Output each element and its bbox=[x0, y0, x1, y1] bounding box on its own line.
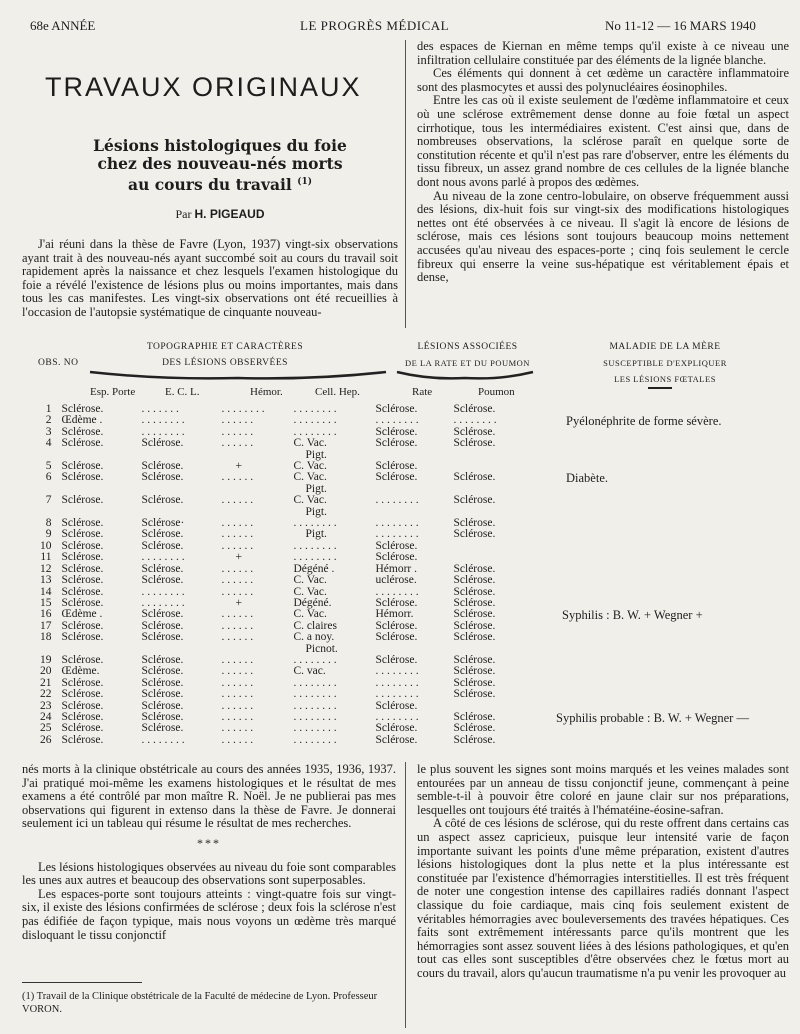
table-cell: Sclérose. bbox=[453, 403, 496, 415]
table-cell: . . . . . . . . bbox=[141, 551, 185, 564]
obs-number: 23 bbox=[40, 699, 52, 712]
table-cell: . . . . . . bbox=[221, 710, 254, 723]
obs-number: 1 bbox=[45, 403, 52, 415]
table-row bbox=[40, 404, 524, 415]
col-header-ecl: E. C. L. bbox=[165, 386, 200, 398]
table-group3-line2: SUSCEPTIBLE D'EXPLIQUER bbox=[603, 358, 727, 368]
table-cell: Sclérose. bbox=[453, 585, 496, 598]
table-cell: . . . . . . . . bbox=[375, 585, 419, 598]
table-cell: C. a noy. bbox=[293, 631, 335, 644]
table-row bbox=[40, 598, 524, 609]
obs-number: 14 bbox=[40, 585, 52, 598]
table-cell: . . . . . . bbox=[221, 608, 254, 621]
maladie-obs4: Pyélonéphrite de forme sévère. bbox=[566, 414, 722, 428]
table-cell: . . . . . . . . bbox=[293, 699, 337, 712]
paragraph: le plus souvent les signes sont moins marqués et les veines malades sont entourées par un anneau de tissu conjonctif jeune, commençant à peine semble-t-il à pouvoir être coloré en jaune clair sur nos préparations, lesquelles ont toujours été traités à l'hématéine-éosine-safran. bbox=[417, 762, 789, 817]
table-cell: Sclérose. bbox=[61, 585, 104, 598]
table-row bbox=[40, 655, 524, 666]
table-cell: . . . . . . . . bbox=[141, 585, 185, 598]
table-cell: Sclérose. bbox=[453, 665, 496, 678]
table-cell: Sclérose. bbox=[61, 528, 104, 541]
table-cell: . . . . . . . . bbox=[293, 414, 337, 427]
table-cell: Sclérose. bbox=[453, 722, 496, 735]
table-cell: uclérose. bbox=[375, 574, 417, 587]
table-cell: Sclérose. bbox=[61, 710, 104, 723]
obs-number: 11 bbox=[40, 551, 52, 564]
table-cell: Hémorr . bbox=[375, 562, 418, 575]
table-cell: Sclérose. bbox=[61, 699, 104, 712]
table-cell: . . . . . . bbox=[221, 631, 254, 644]
header-journal: LE PROGRÈS MÉDICAL bbox=[300, 18, 450, 33]
col-header-hemor: Hémor. bbox=[250, 386, 283, 398]
obs-number: 18 bbox=[40, 631, 52, 644]
table-group1-line2: DES LÉSIONS OBSERVÉES bbox=[162, 358, 288, 368]
table-cell: Sclérose. bbox=[453, 425, 496, 438]
table-cell bbox=[454, 450, 524, 461]
table-group1-line1: TOPOGRAPHIE ET CARACTÈRES bbox=[146, 342, 304, 352]
table-cell: . . . . . . . . bbox=[141, 733, 185, 746]
table-cell: . . . . . . bbox=[221, 425, 254, 438]
table-cell: Sclérose. bbox=[141, 710, 184, 723]
table-row bbox=[40, 427, 524, 438]
table-cell: Sclérose. bbox=[61, 653, 104, 666]
table-cell: Sclérose. bbox=[61, 425, 104, 438]
brace-group2 bbox=[395, 370, 535, 382]
paragraph: nés morts à la clinique obstétricale au cours des années 1935, 1936, 1937. J'ai pratiqué moi-même les examens histologiques et le résultat de mes examens a été contrôlé par mon maître R. Noël. Je ne publierai pas mes observations qui figurent in extenso dans la thèse de Favre. Je donnerai seulement ici un tableau qui résume le résultat de mes recherches. bbox=[22, 762, 396, 831]
table-cell: Sclérose. bbox=[61, 437, 104, 450]
obs-number: 3 bbox=[45, 425, 52, 438]
table-cell: C. claires bbox=[293, 619, 337, 632]
table-cell: Sclérose. bbox=[141, 699, 184, 712]
paragraph: J'ai réuni dans la thèse de Favre (Lyon, 1937) vingt-six observations ayant trait à des nouveau-nés ayant succombé soit au cours du travail soit rapidement après la naissance et chez lesquels l'examen histologique du foie a révélé l'existence de lésions plus ou moins importantes, mais dans tous les cas manifestes. Les vingt-six observations ont été recueillies à l'occasion de l'autopsie systématique de cinquante nouveau- bbox=[22, 237, 398, 319]
table-group2-line2: DE LA RATE ET DU POUMON bbox=[405, 358, 530, 368]
paragraph: Les lésions histologiques observées au niveau du foie sont comparables les unes aux autres et beaucoup des observations sont superposables. bbox=[22, 859, 396, 888]
col-header-rate: Rate bbox=[412, 386, 433, 398]
dash-group3 bbox=[648, 387, 672, 389]
section-title: TRAVAUX ORIGINAUX bbox=[45, 72, 362, 102]
obs-number: 9 bbox=[45, 528, 52, 541]
col-header-cell-hep: Cell. Hep. bbox=[315, 386, 360, 398]
intro-left-text bbox=[22, 238, 398, 320]
obs-number: 24 bbox=[40, 710, 52, 723]
obs-number: 2 bbox=[45, 414, 52, 427]
obs-number: 16 bbox=[40, 608, 52, 621]
table-cell: C. Vac. bbox=[293, 471, 327, 484]
table-cell: . . . . . . bbox=[221, 562, 254, 575]
table-cell: . . . . . . bbox=[221, 676, 254, 689]
table-group2-line1: LÉSIONS ASSOCIÉES bbox=[417, 342, 518, 352]
table-cell: Œdème . bbox=[61, 414, 103, 427]
obs-number: 21 bbox=[40, 676, 52, 689]
table-cell: Sclérose. bbox=[453, 517, 496, 530]
table-cell: Sclérose. bbox=[375, 653, 418, 666]
table-cell: . . . . . . bbox=[221, 619, 254, 632]
obs-number: 15 bbox=[40, 596, 52, 609]
table-cell: . . . . . . . . bbox=[375, 517, 419, 530]
table-cell: Sclérose. bbox=[375, 471, 418, 484]
table-cell: . . . . . . . . bbox=[375, 494, 419, 507]
table-cell: C. Vac. bbox=[293, 574, 327, 587]
table-cell: Sclérose. bbox=[453, 471, 496, 484]
byline bbox=[60, 207, 380, 222]
footnote-rule bbox=[22, 982, 142, 983]
obs-number: 22 bbox=[40, 688, 52, 701]
table-cell: . . . . . . bbox=[221, 574, 254, 587]
table-cell: C. Vac. bbox=[293, 460, 327, 473]
table-cell: Sclérose. bbox=[141, 665, 184, 678]
table-row bbox=[40, 701, 524, 712]
table-cell: Sclérose. bbox=[375, 460, 418, 473]
table-cell: . . . . . . bbox=[221, 665, 254, 678]
table-cell: Sclérose. bbox=[61, 733, 104, 746]
header-issue: No 11-12 — 16 MARS 1940 bbox=[605, 18, 756, 33]
table-cell: Sclérose. bbox=[61, 403, 104, 415]
footnote-ref: (1) bbox=[297, 177, 312, 187]
table-cell: Sclérose. bbox=[61, 460, 104, 473]
table-row bbox=[40, 564, 524, 575]
table-cell: Sclérose. bbox=[141, 676, 184, 689]
table-cell: Pigt. bbox=[305, 528, 327, 541]
table-cell: Sclérose. bbox=[375, 619, 418, 632]
table-cell: Sclérose. bbox=[453, 608, 496, 621]
table-cell: C. vac. bbox=[293, 665, 326, 678]
table-obs-label: OBS. NO bbox=[38, 358, 79, 368]
obs-number: 13 bbox=[40, 574, 52, 587]
table-row bbox=[40, 689, 524, 700]
table-group3-line3: LES LÉSIONS FŒTALES bbox=[614, 374, 716, 384]
table-cell: Pigt. bbox=[305, 448, 327, 461]
table-cell: C. Vac. bbox=[293, 585, 327, 598]
table-cell: . . . . . . . . bbox=[293, 517, 337, 530]
table-cell: . . . . . . . . bbox=[141, 596, 185, 609]
table-cell: Dégéné . bbox=[293, 562, 335, 575]
table-cell: . . . . . . . . bbox=[375, 710, 419, 723]
paragraph: Au niveau de la zone centro-lobulaire, on observe fréquemment aussi des lésions, dix-huit fois sur vingt-six des modifications histologiques nettes ont été observées à ce niveau. Il s'agit là encore de lésions de sclérose, mais ces lésions sont toujours beaucoup moins nettement accusées qu'au niveau des espaces-porte ; cinq fois seulement le cercle fibreux qui enserre la veine sus-hépatique est véritablement épais et dense, bbox=[417, 188, 789, 285]
table-cell: Sclérose. bbox=[61, 471, 104, 484]
table-row bbox=[40, 644, 524, 655]
table-cell: Sclérose. bbox=[61, 688, 104, 701]
table-cell: . . . . . . . . bbox=[293, 425, 337, 438]
table-row bbox=[40, 621, 524, 632]
table-row bbox=[40, 552, 524, 563]
table-cell: Œdème . bbox=[61, 608, 103, 621]
table-cell: Sclérose. bbox=[61, 596, 104, 609]
table-row bbox=[40, 666, 524, 677]
table-cell: Sclérose. bbox=[453, 710, 496, 723]
obs-number: 8 bbox=[45, 517, 52, 530]
table-cell: Sclérose. bbox=[61, 539, 104, 552]
table-row bbox=[40, 495, 524, 506]
table-row bbox=[40, 712, 524, 723]
table-cell: Sclérose. bbox=[141, 722, 184, 735]
table-cell: Sclérose. bbox=[141, 437, 184, 450]
article-title bbox=[60, 137, 380, 194]
table-cell: + bbox=[235, 460, 242, 473]
table-row bbox=[40, 507, 524, 518]
table-cell: . . . . . . . . bbox=[221, 403, 265, 415]
table-cell: Sclérose. bbox=[453, 437, 496, 450]
table-row bbox=[40, 678, 524, 689]
table-row bbox=[40, 723, 524, 734]
table-cell: Sclérose. bbox=[141, 460, 184, 473]
paragraph: Ces éléments qui donnent à cet œdème un caractère inflammatoire sont des plasmocytes et aussi des polynucléaires éosinophiles. bbox=[417, 66, 789, 94]
table-cell: . . . . . . . . bbox=[293, 403, 337, 415]
table-cell: . . . . . . . . bbox=[293, 551, 337, 564]
table-cell: . . . . . . bbox=[221, 414, 254, 427]
table-row bbox=[40, 587, 524, 598]
table-cell bbox=[454, 552, 524, 563]
table-row bbox=[40, 415, 524, 426]
table-cell: C. Vac. bbox=[293, 494, 327, 507]
maladie-obs16: Syphilis : B. W. + Wegner + bbox=[562, 608, 703, 622]
table-cell: . . . . . . . . bbox=[141, 414, 185, 427]
table-cell: C. Vac. bbox=[293, 437, 327, 450]
table-cell: Sclérose. bbox=[375, 425, 418, 438]
col-header-poumon: Poumon bbox=[478, 386, 515, 398]
intro-right-text bbox=[417, 40, 789, 285]
table-cell: Sclérose. bbox=[375, 596, 418, 609]
maladie-obs6: Diabète. bbox=[566, 471, 608, 485]
table-cell: . . . . . . . . bbox=[293, 722, 337, 735]
table-cell: . . . . . . . . bbox=[375, 676, 419, 689]
column-rule-bottom bbox=[405, 762, 406, 1028]
table-cell: Dégéné. bbox=[293, 596, 332, 609]
obs-number: 6 bbox=[45, 471, 52, 484]
table-cell bbox=[454, 541, 524, 552]
obs-number: 7 bbox=[45, 494, 52, 507]
obs-number: 19 bbox=[40, 653, 52, 666]
table-cell: . . . . . . bbox=[221, 585, 254, 598]
table-row bbox=[40, 575, 524, 586]
table-cell: . . . . . . bbox=[221, 539, 254, 552]
obs-number: 4 bbox=[45, 437, 52, 450]
table-row bbox=[40, 518, 524, 529]
table-cell: Sclérose. bbox=[141, 494, 184, 507]
obs-number: 17 bbox=[40, 619, 52, 632]
section-separator: *** bbox=[197, 835, 221, 850]
table-cell: . . . . . . . . bbox=[293, 539, 337, 552]
byline-par: Par bbox=[175, 207, 192, 221]
paragraph: Les espaces-porte sont toujours atteints : vingt-quatre fois sur vingt-six, il existe des lésions confirmées de sclérose ; deux fois la sclérose n'est pas édifiée de façon typique, mais nous voyons un œdème très marqué disloquant le tissu conjonctif bbox=[22, 886, 396, 942]
table-cell: Sclérose. bbox=[375, 699, 418, 712]
table-cell: Sclérose. bbox=[453, 574, 496, 587]
table-cell: + bbox=[235, 551, 242, 564]
table-cell: Sclérose. bbox=[453, 688, 496, 701]
table-cell: . . . . . . bbox=[221, 517, 254, 530]
table-cell: . . . . . . . . bbox=[293, 653, 337, 666]
table-cell: + bbox=[235, 596, 242, 609]
lower-left-text bbox=[22, 763, 396, 942]
table-cell: Sclérose. bbox=[61, 722, 104, 735]
table-cell: Sclérose. bbox=[141, 608, 184, 621]
table-cell: Sclérose. bbox=[453, 494, 496, 507]
column-rule-top bbox=[405, 40, 406, 328]
table-row bbox=[40, 541, 524, 552]
table-cell: Sclérose. bbox=[453, 653, 496, 666]
obs-number: 20 bbox=[40, 665, 52, 678]
table-cell: Sclérose. bbox=[453, 631, 496, 644]
table-row bbox=[40, 609, 524, 620]
table-cell: . . . . . . . bbox=[141, 403, 179, 415]
table-cell: Sclérose· bbox=[141, 517, 185, 530]
table-cell: Sclérose. bbox=[375, 437, 418, 450]
table-cell: . . . . . . bbox=[221, 699, 254, 712]
table-cell: . . . . . . . . bbox=[293, 733, 337, 746]
table-cell: . . . . . . . . bbox=[375, 528, 419, 541]
table-cell: Sclérose. bbox=[141, 539, 184, 552]
table-cell: . . . . . . . . bbox=[293, 676, 337, 689]
table-cell: Œdème. bbox=[61, 665, 100, 678]
table-row bbox=[40, 450, 524, 461]
table-cell: Sclérose. bbox=[141, 653, 184, 666]
table-cell: Sclérose. bbox=[141, 562, 184, 575]
table-cell: . . . . . . . . bbox=[375, 414, 419, 427]
table-cell: . . . . . . . . bbox=[375, 688, 419, 701]
table-row bbox=[40, 461, 524, 472]
table-cell: Sclérose. bbox=[375, 733, 418, 746]
obs-number: 12 bbox=[40, 562, 52, 575]
article-title-line3: au cours du travail $^{(1)}$ bbox=[128, 175, 312, 195]
obs-number: 5 bbox=[45, 460, 52, 473]
table-cell: Sclérose. bbox=[375, 539, 418, 552]
table-cell: Picnot. bbox=[305, 642, 338, 655]
table-cell: . . . . . . bbox=[221, 722, 254, 735]
table-cell: Sclérose. bbox=[375, 631, 418, 644]
obs-number: 26 bbox=[40, 733, 52, 746]
obs-number: 25 bbox=[40, 722, 52, 735]
table-cell: Hémorr. bbox=[375, 608, 414, 621]
table-cell: Sclérose. bbox=[141, 631, 184, 644]
table-cell: . . . . . . bbox=[221, 688, 254, 701]
table-cell: . . . . . . . . bbox=[141, 425, 185, 438]
table-row bbox=[40, 438, 524, 449]
header-annee: 68e ANNÉE bbox=[30, 18, 96, 33]
table-cell: . . . . . . . . bbox=[453, 414, 497, 427]
lower-right-text bbox=[417, 763, 789, 981]
table-cell: Sclérose. bbox=[141, 688, 184, 701]
table-cell: Sclérose. bbox=[453, 676, 496, 689]
table-cell: Sclérose. bbox=[375, 551, 418, 564]
table-cell bbox=[222, 450, 294, 461]
table-cell: Sclérose. bbox=[61, 551, 104, 564]
table-row bbox=[40, 472, 524, 483]
table-cell: Sclérose. bbox=[61, 619, 104, 632]
table-group3-line1: MALADIE DE LA MÈRE bbox=[609, 342, 721, 352]
paragraph: Entre les cas où il existe seulement de l'œdème inflammatoire et ceux où une sclérose extrêmement dense donne au foie fœtal un aspect cirrhotique, tous les intermédiaires existent. C'est ainsi que, dans de nombreuses observations, la sclérose paraît en quelque sorte de constitution récente et qu'il n'est pas rare d'observer, entre les éléments du tissu fibreux, un assez grand nombre de ces cellules de la lignée blanche dont nous avons parlé à propos des œdèmes. bbox=[417, 93, 789, 189]
table-cell: Pigt. bbox=[305, 482, 327, 495]
table-cell: Sclérose. bbox=[61, 631, 104, 644]
paragraph: des espaces de Kiernan en même temps qu'il existe à ce niveau une infiltration cellulaire constituée par des éléments de la lignée blanche. bbox=[417, 39, 789, 67]
table-cell: Sclérose. bbox=[61, 494, 104, 507]
table-cell: . . . . . . bbox=[221, 471, 254, 484]
brace-group1 bbox=[88, 370, 388, 382]
maladie-obs24: Syphilis probable : B. W. + Wegner — bbox=[556, 711, 749, 725]
table-cell: . . . . . . bbox=[221, 494, 254, 507]
table-cell: Sclérose. bbox=[453, 619, 496, 632]
col-header-esp-porte: Esp. Porte bbox=[90, 386, 136, 398]
table-row bbox=[40, 529, 524, 540]
article-title-line1: Lésions histologiques du foie bbox=[93, 136, 347, 155]
table-cell: Sclérose. bbox=[453, 596, 496, 609]
table-row bbox=[40, 735, 524, 746]
table-cell: Sclérose. bbox=[453, 562, 496, 575]
paragraph: A côté de ces lésions de sclérose, qui du reste offrent dans certains cas un aspect assez capricieux, puisque leur intensité varie de façon importante suivant les points d'une même préparation, existent d'autres lésions histologiques dont la plus nette et la plus intéressante est constituée par l'existence d'hémorragies interstitielles. Il est très fréquent de noter une congestion intense des capillaires radiés donnant l'aspect classique du foie cardiaque, mais cinq fois seulement existent de véritables hémorragies avec bouleversements des travées hépatiques. Ces faits sont extrêmement intéressants parce qu'ils montrent que les hémorragies sont assez souvent liées à des lésions pathologiques, et qu'en tout cas elles sont susceptibles d'être observées chez le fœtus mort au cours du travail, alors qu'aucun traumatisme n'a pu venir les provoquer au bbox=[417, 816, 789, 980]
table-cell: Sclérose. bbox=[61, 517, 104, 530]
table-cell: . . . . . . . . bbox=[293, 710, 337, 723]
table-cell: Sclérose. bbox=[61, 562, 104, 575]
table-cell: Pigt. bbox=[305, 505, 327, 518]
table-cell: Sclérose. bbox=[61, 574, 104, 587]
table-cell: . . . . . . bbox=[221, 733, 254, 746]
footnote: (1) Travail de la Clinique obstétricale de la Faculté de médecine de Lyon. Professeur VORON. bbox=[22, 991, 378, 1015]
table-cell: C. Vac. bbox=[293, 608, 327, 621]
observations-table bbox=[40, 404, 524, 746]
article-title-line2: chez des nouveau-nés morts bbox=[97, 154, 343, 173]
table-cell: Sclérose. bbox=[61, 676, 104, 689]
table-cell: . . . . . . . . bbox=[293, 688, 337, 701]
table-cell: Sclérose. bbox=[141, 619, 184, 632]
table-cell: . . . . . . bbox=[221, 528, 254, 541]
table-cell: Sclérose. bbox=[453, 528, 496, 541]
table-cell: Sclérose. bbox=[375, 403, 418, 415]
table-cell: Sclérose. bbox=[375, 722, 418, 735]
table-cell: Sclérose. bbox=[141, 574, 184, 587]
table-row bbox=[40, 484, 524, 495]
table-row bbox=[40, 632, 524, 643]
table-cell: Sclérose. bbox=[141, 471, 184, 484]
table-cell: . . . . . . . . bbox=[375, 665, 419, 678]
table-cell: Sclérose. bbox=[141, 528, 184, 541]
obs-number: 10 bbox=[40, 539, 52, 552]
author-name: H. PIGEAUD bbox=[194, 207, 265, 221]
table-cell: Sclérose. bbox=[453, 733, 496, 746]
table-cell: . . . . . . bbox=[221, 653, 254, 666]
table-cell: . . . . . . bbox=[221, 437, 254, 450]
